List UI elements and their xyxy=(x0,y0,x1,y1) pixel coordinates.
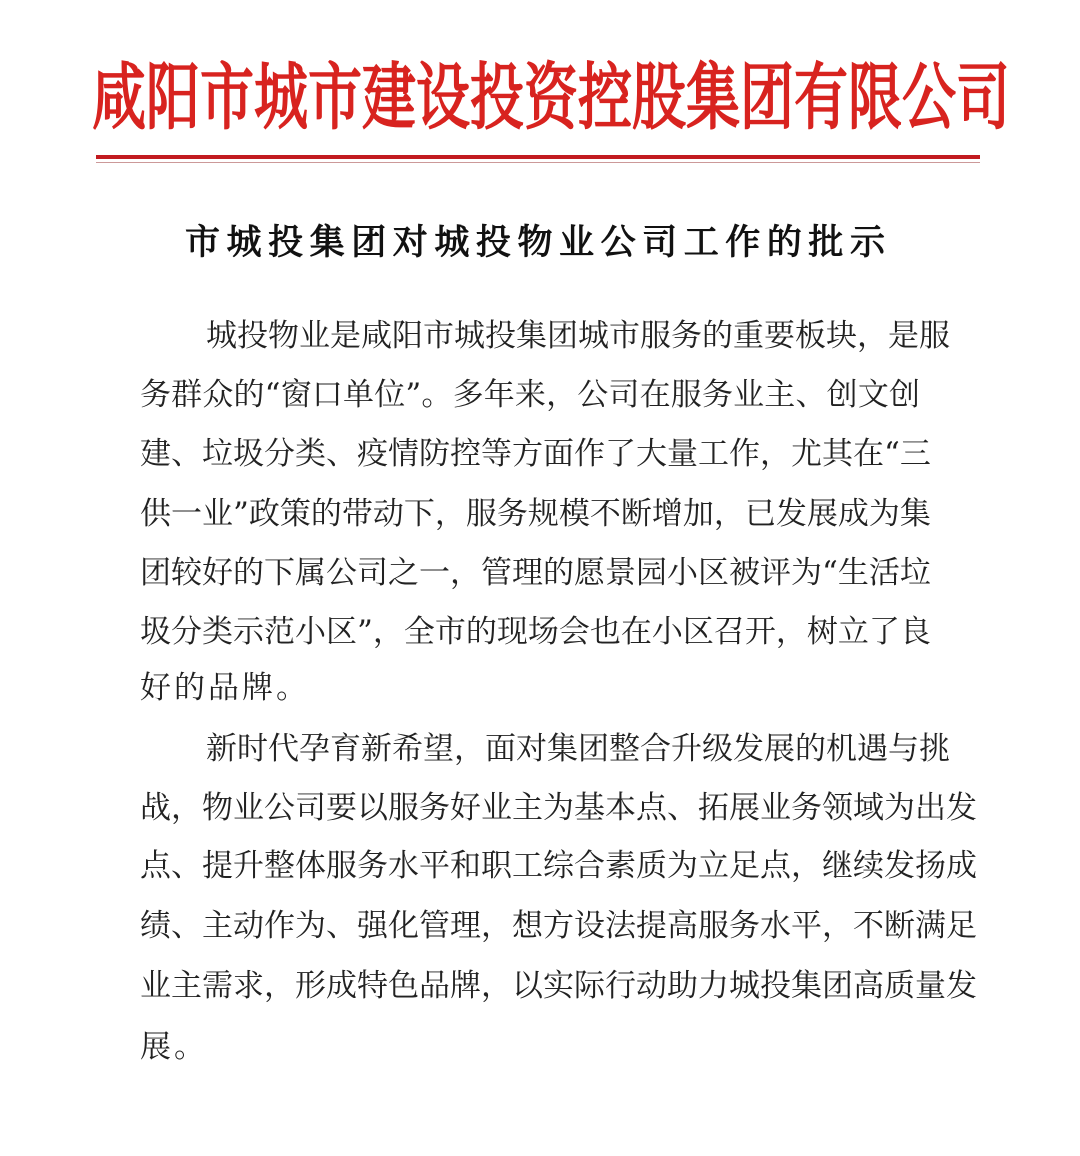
paragraph-line: 战，物业公司要以服务好业主为基本点、拓展业务领域为出发 xyxy=(140,790,977,826)
paragraph-line: 业主需求，形成特色品牌，以实际行动助力城投集团高质量发 xyxy=(140,968,977,1004)
paragraph-line: 团较好的下属公司之一，管理的愿景园小区被评为“生活垃 xyxy=(140,555,931,591)
paragraph-line: 城投物业是咸阳市城投集团城市服务的重要板块，是服 xyxy=(206,318,950,354)
paragraph-line: 绩、主动作为、强化管理，想方设法提高服务水平，不断满足 xyxy=(140,908,977,944)
letterhead-red-rule xyxy=(96,155,980,159)
paragraph-line: 好的品牌。 xyxy=(140,670,310,706)
paragraph-line: 务群众的“窗口单位”。多年来，公司在服务业主、创文创 xyxy=(140,377,920,413)
document-title: 市城投集团对城投物业公司工作的批示 xyxy=(185,222,885,263)
letterhead-organization-name: 咸阳市城市建设投资控股集团有限公司 xyxy=(92,53,1010,141)
letterhead-thin-rule xyxy=(96,162,980,163)
paragraph-line: 供一业”政策的带动下，服务规模不断增加，已发展成为集 xyxy=(140,496,931,532)
paragraph-line: 新时代孕育新希望，面对集团整合升级发展的机遇与挑 xyxy=(206,731,950,767)
paragraph-line: 圾分类示范小区”，全市的现场会也在小区召开，树立了良 xyxy=(140,614,931,650)
paragraph-line: 建、垃圾分类、疫情防控等方面作了大量工作，尤其在“三 xyxy=(140,436,931,472)
paragraph-line: 点、提升整体服务水平和职工综合素质为立足点，继续发扬成 xyxy=(140,848,977,884)
paragraph-line: 展。 xyxy=(140,1029,208,1065)
